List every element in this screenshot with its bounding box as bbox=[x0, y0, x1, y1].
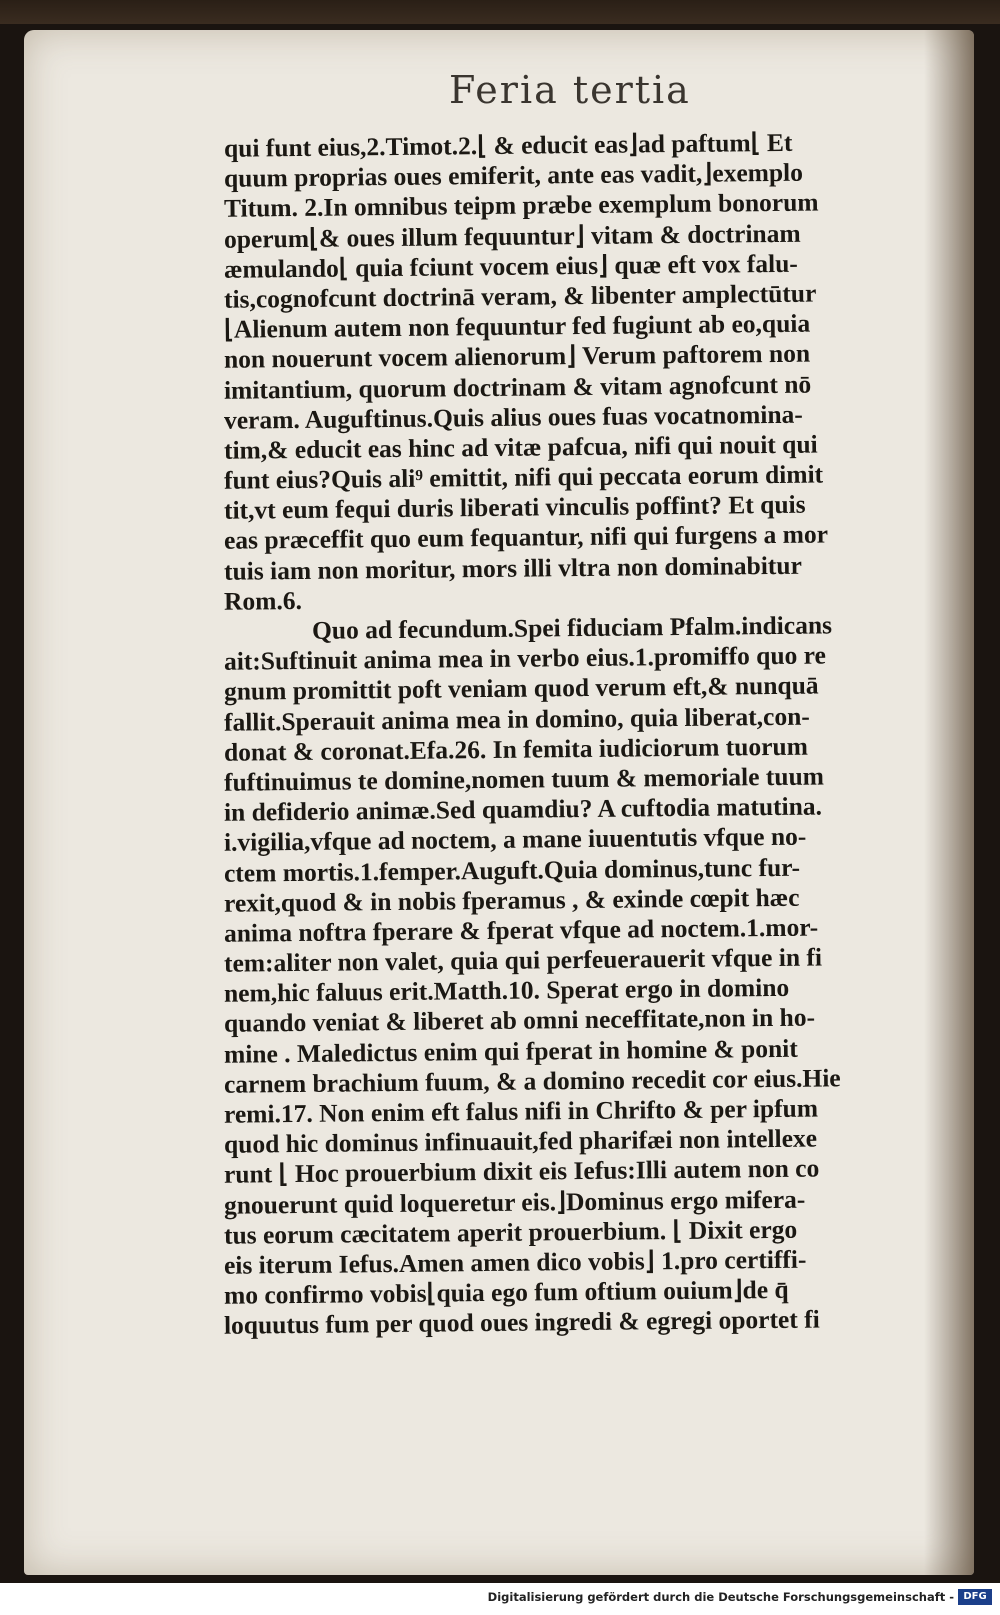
text-line: quod hic dominus infinuauit,fed pharifæi non intellexe bbox=[223, 1123, 818, 1159]
text-line: non nouerunt vocem alienorum⌋ Verum paftorem non bbox=[223, 338, 811, 375]
running-head: Feria tertia bbox=[449, 68, 691, 112]
text-line: loquutus fum per quod oues ingredi & egregi oportet fi bbox=[223, 1304, 820, 1341]
text-line: Titum. 2.In omnibus teipm præbe exemplum bonorum bbox=[223, 187, 819, 224]
paragraph-start-line: Quo ad fecundum.Spei fiduciam Pfalm.indicans bbox=[311, 610, 833, 645]
text-line: quum proprias oues emiferit, ante eas vadit,⌋exemplo bbox=[223, 157, 804, 193]
dfg-logo: DFG bbox=[958, 1589, 992, 1605]
text-line: imitantium, quorum doctrinam & vitam agnofcunt nō bbox=[223, 369, 812, 405]
text-line: eas præceffit quo eum fequantur, nifi qui furgens a mor bbox=[223, 519, 829, 556]
text-line: remi.17. Non enim eft falus nifi in Chrifto & per ipfum bbox=[223, 1093, 819, 1129]
text-line: tim,& educit eas hinc ad vitæ pafcua, nifi qui nouit qui bbox=[223, 429, 818, 465]
text-line: veram. Auguftinus.Quis alius oues fuas vocatnomina- bbox=[223, 399, 803, 435]
funding-credit: Digitalisierung gefördert durch die Deutsche Forschungsgemeinschaft - bbox=[487, 1590, 954, 1604]
text-line: quando veniat & liberet ab omni neceffitate,non in ho- bbox=[223, 1003, 816, 1039]
text-line: ctem mortis.1.femper.Auguft.Quia dominus,tunc fur- bbox=[223, 852, 801, 888]
text-line: funt eius?Quis ali⁹ emittit, nifi qui peccata eorum dimit bbox=[223, 459, 824, 495]
text-line: eis iterum Iefus.Amen amen dico vobis⌋ 1.pro certiffi- bbox=[223, 1244, 807, 1280]
text-line: mine . Maledictus enim qui fperat in homine & ponit bbox=[223, 1033, 798, 1069]
text-line: Rom.6. bbox=[223, 585, 303, 616]
body-text bbox=[223, 127, 944, 1341]
text-line: tis,cognofcunt doctrinā veram, & libenter amplectūtur bbox=[223, 278, 817, 314]
text-line: rexit,quod & in nobis fperamus , & exinde cœpit hæc bbox=[223, 882, 800, 918]
book-page bbox=[24, 30, 974, 1575]
text-line: nem,hic faluus erit.Matth.10. Sperat ergo in domino bbox=[223, 973, 790, 1009]
text-line: æmulando⌊ quia fciunt vocem eius⌋ quæ eft vox falu- bbox=[223, 248, 798, 284]
text-line: runt ⌊ Hoc prouerbium dixit eis Iefus:Illi autem non co bbox=[223, 1153, 820, 1190]
text-line: gnum promittit poft veniam quod verum eft,& nunquā bbox=[223, 670, 819, 707]
text-line: tit,vt eum fequi duris liberati vinculis poffint? Et quis bbox=[223, 489, 806, 526]
text-line: tuis iam non moritur, mors illi vltra non dominabitur bbox=[223, 550, 802, 586]
text-line: carnem brachium fuum, & a domino recedit cor eius.Hie bbox=[223, 1063, 841, 1099]
scan-background-top bbox=[0, 0, 1000, 24]
text-line: donat & coronat.Efa.26. In femita iudiciorum tuorum bbox=[223, 731, 809, 767]
text-line: fallit.Sperauit anima mea in domino, quia liberat,con- bbox=[223, 701, 810, 737]
text-line: gnouerunt quid loqueretur eis.⌋Dominus ergo mifera- bbox=[223, 1184, 806, 1220]
text-line: qui funt eius,2.Timot.2.⌊ & educit eas⌋ad paftum⌊ Et bbox=[223, 127, 793, 163]
text-line: in defiderio animæ.Sed quamdiu? A cuftodia matutina. bbox=[223, 791, 823, 827]
text-line: ait:Suftinuit anima mea in verbo eius.1.promiffo quo re bbox=[223, 640, 827, 676]
text-line: tus eorum cæcitatem aperit prouerbium. ⌊ Dixit ergo bbox=[223, 1214, 798, 1250]
text-line: anima noftra fperare & fperat vfque ad noctem.1.mor- bbox=[223, 912, 819, 948]
footer-strip bbox=[0, 1583, 1000, 1615]
text-line: operum⌊& oues illum fequuntur⌋ vitam & doctrinam bbox=[223, 218, 801, 254]
text-line: ⌊Alienum autem non fequuntur fed fugiunt ab eo,quia bbox=[223, 308, 811, 344]
text-line: tem:aliter non valet, quia qui perfeuerauerit vfque in fi bbox=[223, 942, 823, 978]
text-line: mo confirmo vobis⌊quia ego fum oftium ouium⌋de q̄ bbox=[223, 1274, 789, 1310]
text-line: fuftinuimus te domine,nomen tuum & memoriale tuum bbox=[223, 761, 825, 797]
text-line: i.vigilia,vfque ad noctem, a mane iuuentutis vfque no- bbox=[223, 821, 807, 858]
